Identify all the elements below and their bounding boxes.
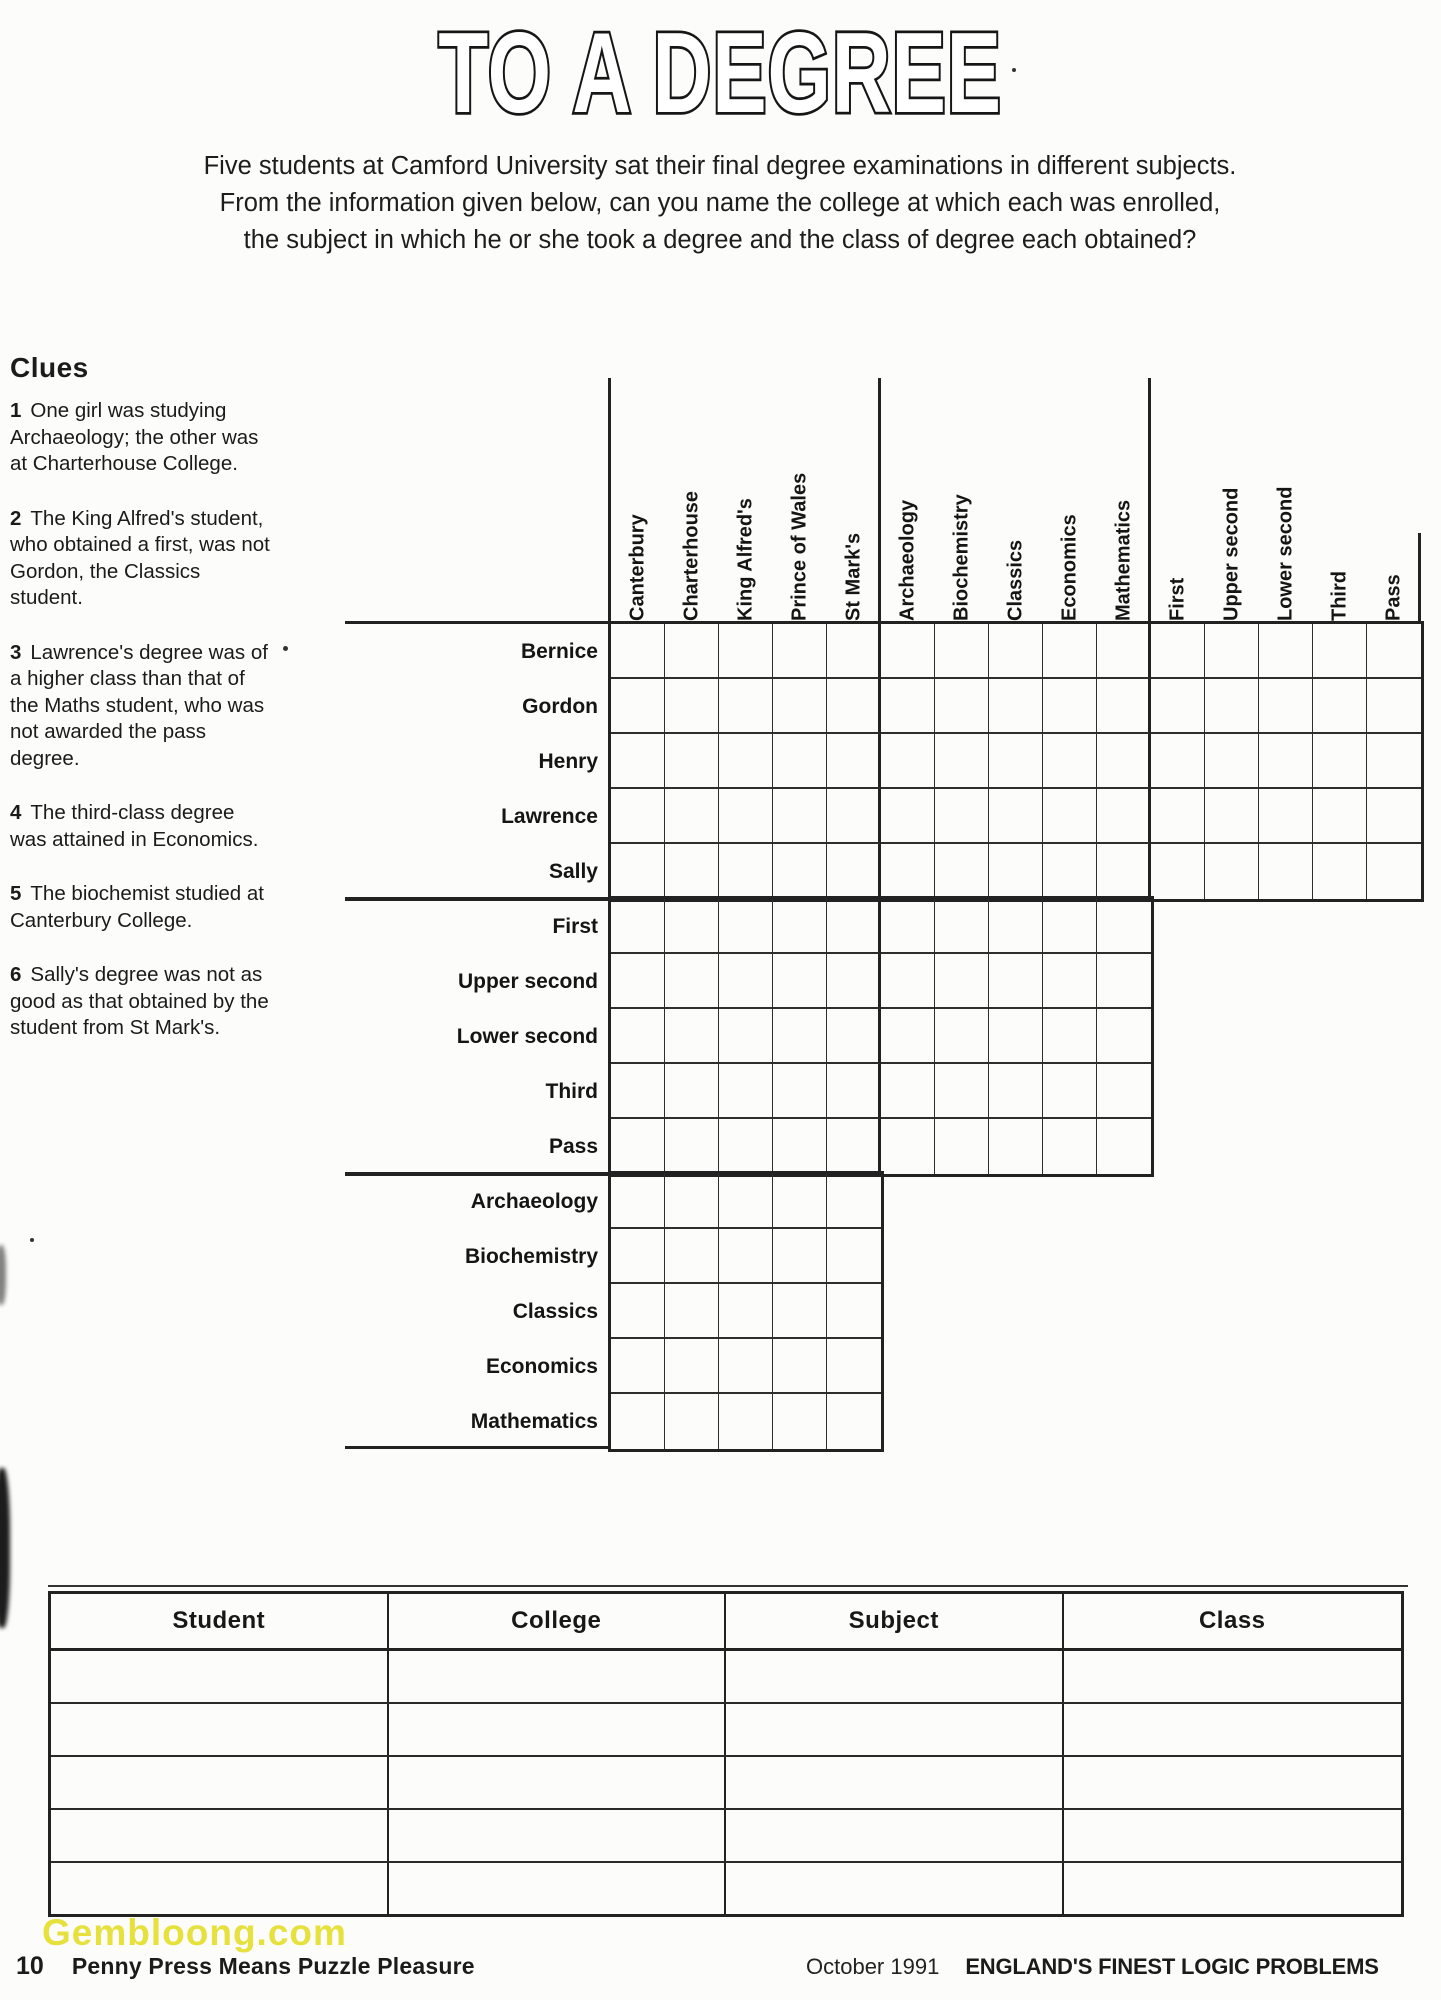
clue-text: The biochemist studied at Canterbury College.	[10, 882, 265, 932]
clue-number: 5	[10, 882, 22, 905]
grid-cell[interactable]	[773, 1284, 827, 1339]
grid-cell[interactable]	[719, 899, 773, 954]
grid-cell[interactable]	[881, 624, 935, 679]
grid-cell[interactable]	[827, 844, 881, 899]
clue-5	[10, 881, 272, 934]
grid-cell[interactable]	[773, 624, 827, 679]
grid-cell[interactable]	[719, 1394, 773, 1449]
clue-number: 3	[10, 640, 22, 664]
grid-cell[interactable]	[719, 679, 773, 734]
grid-cell[interactable]	[665, 1394, 719, 1449]
grid-cell[interactable]	[1151, 624, 1205, 679]
grid-col-label-mathematics: Mathematics	[1112, 499, 1135, 621]
grid-cell[interactable]	[719, 1009, 773, 1064]
grid-header-divider-colleges-subjects	[878, 378, 881, 624]
clue-text: Lawrence's degree was of a higher class than that of the Maths student, who was not awarded the pass degree.	[10, 640, 268, 770]
grid-cell[interactable]	[611, 1119, 665, 1174]
solution-cell[interactable]	[1064, 1757, 1402, 1808]
grid-cell[interactable]	[665, 844, 719, 899]
grid-col-label-prince-of-wales: Prince of Wales	[788, 472, 811, 621]
grid-cell[interactable]	[881, 679, 935, 734]
solution-header-class: Class	[1198, 1607, 1266, 1634]
grid-cell[interactable]	[1097, 679, 1151, 734]
solution-header-student: Student	[51, 1594, 389, 1648]
grid-cell[interactable]	[881, 1064, 935, 1119]
grid-cell[interactable]	[1097, 1009, 1151, 1064]
solution-cell[interactable]	[726, 1704, 1064, 1755]
grid-cell[interactable]	[665, 1119, 719, 1174]
title-wrap	[0, 8, 1441, 137]
grid-cell[interactable]	[935, 899, 989, 954]
solution-table-header-row	[51, 1594, 1401, 1651]
grid-cell[interactable]	[611, 1229, 665, 1284]
solution-cell[interactable]	[389, 1757, 727, 1808]
grid-cell[interactable]	[719, 789, 773, 844]
grid-cell[interactable]	[1043, 1009, 1097, 1064]
grid-cell[interactable]	[773, 844, 827, 899]
grid-cell[interactable]	[1043, 789, 1097, 844]
grid-cell[interactable]	[719, 734, 773, 789]
grid-cell[interactable]	[827, 899, 881, 954]
intro-line-2: From the information given below, can you name the college at which each was enrolled,	[219, 189, 1221, 217]
solution-cell[interactable]	[1064, 1810, 1402, 1861]
grid-cell[interactable]	[611, 734, 665, 789]
grid-cell[interactable]	[1097, 734, 1151, 789]
solution-table	[48, 1591, 1404, 1917]
grid-cell[interactable]	[1259, 844, 1313, 899]
clues-panel	[10, 352, 272, 1070]
clue-number: 1	[10, 399, 22, 422]
grid-cell[interactable]	[1097, 1119, 1151, 1174]
grid-col-label-economics: Economics	[1058, 514, 1081, 621]
grid-cell[interactable]	[1043, 954, 1097, 1009]
grid-cell[interactable]	[773, 1119, 827, 1174]
grid-cell[interactable]	[1097, 789, 1151, 844]
grid-cell[interactable]	[989, 1064, 1043, 1119]
grid-cell[interactable]	[989, 1119, 1043, 1174]
grid-cell[interactable]	[1043, 899, 1097, 954]
grid-cell[interactable]	[773, 899, 827, 954]
grid-col-label-canterbury: Canterbury	[626, 514, 649, 621]
solution-cell[interactable]	[51, 1704, 389, 1755]
grid-cell[interactable]	[989, 844, 1043, 899]
grid-cell[interactable]	[1151, 679, 1205, 734]
grid-cell[interactable]	[989, 624, 1043, 679]
grid-cell[interactable]	[719, 624, 773, 679]
grid-cell[interactable]	[881, 899, 935, 954]
solution-cell[interactable]	[51, 1810, 389, 1861]
grid-cell[interactable]	[773, 734, 827, 789]
grid-cell[interactable]	[1043, 624, 1097, 679]
grid-cell[interactable]	[1313, 624, 1367, 679]
grid-cell[interactable]	[827, 954, 881, 1009]
grid-cell[interactable]	[665, 954, 719, 1009]
grid-cell[interactable]	[773, 1064, 827, 1119]
grid-cell[interactable]	[989, 679, 1043, 734]
grid-cell[interactable]	[827, 1119, 881, 1174]
grid-row-label-upper-second: Upper second	[457, 970, 598, 993]
grid-cell[interactable]	[1367, 679, 1421, 734]
grid-cell[interactable]	[1151, 844, 1205, 899]
grid-cell[interactable]	[719, 1229, 773, 1284]
grid-cell[interactable]	[611, 624, 665, 679]
grid-cell[interactable]	[1097, 899, 1151, 954]
grid-cell[interactable]	[611, 1284, 665, 1339]
grid-cell[interactable]	[665, 789, 719, 844]
clue-3	[10, 640, 272, 773]
grid-row-label-lower-second: Lower second	[456, 1025, 598, 1048]
grid-cell[interactable]	[1259, 624, 1313, 679]
grid-cell[interactable]	[1259, 734, 1313, 789]
grid-cell[interactable]	[611, 844, 665, 899]
grid-cell[interactable]	[611, 679, 665, 734]
grid-cell[interactable]	[827, 1339, 881, 1394]
grid-cell[interactable]	[881, 844, 935, 899]
grid-cell[interactable]	[665, 1064, 719, 1119]
grid-cell[interactable]	[1151, 789, 1205, 844]
clue-text: One girl was studying Archaeology; the other was at Charterhouse College.	[10, 399, 259, 475]
scan-speck	[1012, 68, 1016, 72]
solution-header-subject: Subject	[726, 1594, 1064, 1648]
grid-cell[interactable]	[935, 1064, 989, 1119]
intro-line-1: Five students at Camford University sat their final degree examinations in different subjects.	[203, 152, 1237, 180]
grid-col-label-pass: Pass	[1382, 574, 1405, 621]
grid-cell[interactable]	[1367, 624, 1421, 679]
grid-cell[interactable]	[935, 1119, 989, 1174]
grid-cell[interactable]	[611, 899, 665, 954]
grid-cell[interactable]	[665, 899, 719, 954]
grid-cell[interactable]	[827, 1284, 881, 1339]
solution-table-row	[51, 1651, 1401, 1704]
grid-cell[interactable]	[827, 1229, 881, 1284]
grid-cell[interactable]	[1313, 679, 1367, 734]
grid-row-label-first: First	[552, 915, 598, 938]
grid-row-label-lawrence: Lawrence	[501, 805, 598, 828]
grid-cell[interactable]	[1097, 954, 1151, 1009]
grid-col-label-king-alfred-s: King Alfred's	[734, 498, 757, 621]
grid-cell[interactable]	[935, 624, 989, 679]
grid-cell[interactable]	[665, 1009, 719, 1064]
footer-slogan: Penny Press Means Puzzle Pleasure	[71, 1953, 475, 1979]
grid-cell[interactable]	[935, 789, 989, 844]
grid-cell[interactable]	[935, 1009, 989, 1064]
grid-col-label-classics: Classics	[1004, 539, 1027, 621]
grid-cell[interactable]	[989, 954, 1043, 1009]
grid-col-label-charterhouse: Charterhouse	[680, 490, 703, 621]
grid-cell[interactable]	[773, 1394, 827, 1449]
footer-left	[16, 1952, 475, 1981]
grid-cell[interactable]	[1043, 1064, 1097, 1119]
grid-row-label-bernice: Bernice	[520, 640, 598, 663]
scan-speck	[283, 646, 288, 651]
scan-speck	[30, 1238, 34, 1242]
grid-cell[interactable]	[611, 954, 665, 1009]
grid-cell[interactable]	[773, 1174, 827, 1229]
grid-col-label-upper-second: Upper second	[1220, 487, 1243, 621]
grid-cell[interactable]	[719, 1064, 773, 1119]
solution-cell[interactable]	[51, 1863, 389, 1914]
grid-cell[interactable]	[1313, 844, 1367, 899]
clue-1	[10, 398, 272, 478]
grid-cell[interactable]	[1205, 789, 1259, 844]
solution-cell[interactable]	[389, 1704, 727, 1755]
grid-row-label-sally: Sally	[548, 860, 598, 883]
grid-cell[interactable]	[827, 1394, 881, 1449]
grid-cell[interactable]	[989, 899, 1043, 954]
grid-cell[interactable]	[773, 954, 827, 1009]
solution-table-row	[51, 1757, 1401, 1810]
grid-cell[interactable]	[719, 954, 773, 1009]
grid-row-label-biochemistry: Biochemistry	[464, 1245, 598, 1268]
solution-table-row	[51, 1863, 1401, 1914]
grid-cell[interactable]	[611, 1009, 665, 1064]
solution-table-row	[51, 1704, 1401, 1757]
grid-cell[interactable]	[1205, 624, 1259, 679]
grid-cell[interactable]	[827, 1009, 881, 1064]
grid-cell[interactable]	[1205, 679, 1259, 734]
solution-cell[interactable]	[1064, 1704, 1402, 1755]
grid-row-label-henry: Henry	[538, 750, 598, 773]
grid-cell[interactable]	[1367, 844, 1421, 899]
grid-col-label-third: Third	[1328, 571, 1351, 621]
grid-cell[interactable]	[773, 1009, 827, 1064]
grid-cell[interactable]	[881, 954, 935, 1009]
grid-cell[interactable]	[611, 789, 665, 844]
grid-cell[interactable]	[1097, 1064, 1151, 1119]
solution-cell[interactable]	[389, 1651, 727, 1702]
solution-table-hairline	[48, 1585, 1408, 1587]
clue-2	[10, 506, 272, 612]
scan-smudge	[0, 1468, 10, 1628]
solution-cell[interactable]	[726, 1757, 1064, 1808]
grid-cell[interactable]	[827, 1174, 881, 1229]
grid-cell[interactable]	[665, 1284, 719, 1339]
grid-cell[interactable]	[1205, 844, 1259, 899]
grid-row-label-economics: Economics	[485, 1355, 598, 1378]
grid-cell[interactable]	[989, 1009, 1043, 1064]
grid-cell[interactable]	[1043, 1119, 1097, 1174]
grid-cell[interactable]	[611, 1064, 665, 1119]
grid-cell[interactable]	[773, 789, 827, 844]
solution-cell[interactable]	[726, 1651, 1064, 1702]
grid-cell[interactable]	[773, 1339, 827, 1394]
solution-cell[interactable]	[389, 1863, 727, 1914]
solution-cell[interactable]	[51, 1651, 389, 1702]
grid-cell[interactable]	[719, 1284, 773, 1339]
clue-text: Sally's degree was not as good as that obtained by the student from St Mark's.	[10, 963, 269, 1039]
grid-col-label-st-mark-s: St Mark's	[842, 532, 865, 621]
grid-block-subjects	[608, 1171, 884, 1452]
grid-row-label-mathematics: Mathematics	[470, 1410, 598, 1433]
intro-paragraph	[40, 148, 1400, 259]
grid-cell[interactable]	[773, 679, 827, 734]
grid-cell[interactable]	[611, 1394, 665, 1449]
grid-cell[interactable]	[1367, 789, 1421, 844]
grid-row-label-pass: Pass	[548, 1135, 598, 1158]
clue-4	[10, 800, 272, 853]
solution-cell[interactable]	[51, 1757, 389, 1808]
grid-row-label-archaeology: Archaeology	[470, 1190, 598, 1213]
grid-cell[interactable]	[665, 1229, 719, 1284]
clues-heading: Clues	[10, 352, 89, 383]
grid-header-right-border	[1418, 533, 1421, 624]
grid-cell[interactable]	[665, 734, 719, 789]
grid-cell[interactable]	[1043, 734, 1097, 789]
grid-cell[interactable]	[1043, 679, 1097, 734]
grid-cell[interactable]	[665, 679, 719, 734]
grid-cell[interactable]	[935, 679, 989, 734]
clue-number: 2	[10, 506, 22, 530]
grid-cell[interactable]	[611, 1339, 665, 1394]
clue-number: 4	[10, 801, 22, 824]
grid-cell[interactable]	[719, 1339, 773, 1394]
grid-cell[interactable]	[1097, 624, 1151, 679]
grid-cell[interactable]	[881, 789, 935, 844]
grid-cell[interactable]	[935, 734, 989, 789]
grid-col-label-first: First	[1166, 577, 1189, 621]
grid-cell[interactable]	[611, 1174, 665, 1229]
grid-row-label-gordon: Gordon	[522, 695, 598, 718]
grid-cell[interactable]	[1259, 679, 1313, 734]
grid-cell[interactable]	[1313, 734, 1367, 789]
grid-cell[interactable]	[1151, 734, 1205, 789]
page-number: 10	[16, 1952, 44, 1980]
grid-cell[interactable]	[827, 734, 881, 789]
solution-table-row	[51, 1810, 1401, 1863]
grid-header-left-border	[608, 378, 611, 624]
grid-cell[interactable]	[719, 1119, 773, 1174]
grid-cell[interactable]	[665, 624, 719, 679]
grid-col-label-biochemistry: Biochemistry	[950, 494, 973, 621]
grid-cell[interactable]	[935, 954, 989, 1009]
watermark: Gembloong.com	[42, 1912, 347, 1953]
grid-cell[interactable]	[1313, 789, 1367, 844]
clue-text: The King Alfred's student, who obtained a first, was not Gordon, the Classics student.	[10, 506, 270, 609]
grid-col-label-archaeology: Archaeology	[896, 499, 919, 621]
grid-cell[interactable]	[827, 679, 881, 734]
grid-row-label-third: Third	[545, 1080, 598, 1103]
grid-cell[interactable]	[1259, 789, 1313, 844]
footer-date: October 1991	[806, 1954, 940, 1979]
grid-cell[interactable]	[665, 1339, 719, 1394]
clue-number: 6	[10, 963, 22, 986]
solution-cell[interactable]	[1064, 1863, 1402, 1914]
grid-col-label-lower-second: Lower second	[1274, 486, 1297, 621]
grid-cell[interactable]	[881, 1009, 935, 1064]
solution-cell[interactable]	[1064, 1651, 1402, 1702]
grid-cell[interactable]	[1367, 734, 1421, 789]
grid-cell[interactable]	[989, 734, 1043, 789]
grid-block-students	[608, 621, 1424, 902]
footer-brand: ENGLAND'S FINEST LOGIC PROBLEMS	[965, 1954, 1379, 1979]
grid-cell[interactable]	[827, 624, 881, 679]
clue-6	[10, 962, 272, 1042]
solution-cell[interactable]	[726, 1810, 1064, 1861]
grid-cell[interactable]	[827, 1064, 881, 1119]
grid-cell[interactable]	[827, 789, 881, 844]
grid-cell[interactable]	[881, 1119, 935, 1174]
grid-cell[interactable]	[1097, 844, 1151, 899]
grid-cell[interactable]	[881, 734, 935, 789]
solution-cell[interactable]	[389, 1810, 727, 1861]
grid-cell[interactable]	[773, 1229, 827, 1284]
grid-cell[interactable]	[719, 844, 773, 899]
intro-line-3: the subject in which he or she took a degree and the class of degree each obtained?	[243, 226, 1197, 254]
solution-cell[interactable]	[726, 1863, 1064, 1914]
scan-smudge	[0, 1245, 6, 1305]
page-title: TO A DEGREE	[438, 9, 1003, 137]
solution-header-college: College	[389, 1594, 727, 1648]
grid-cell[interactable]	[935, 844, 989, 899]
grid-cell[interactable]	[1043, 844, 1097, 899]
grid-cell[interactable]	[665, 1174, 719, 1229]
grid-header-divider-subjects-classes	[1148, 378, 1151, 624]
grid-cell[interactable]	[719, 1174, 773, 1229]
grid-row-label-classics: Classics	[512, 1300, 598, 1323]
footer-right	[806, 1954, 1379, 1980]
grid-cell[interactable]	[989, 789, 1043, 844]
grid-cell[interactable]	[1205, 734, 1259, 789]
grid-block-classes	[608, 896, 1154, 1177]
clue-text: The third-class degree was attained in Economics.	[10, 801, 259, 851]
